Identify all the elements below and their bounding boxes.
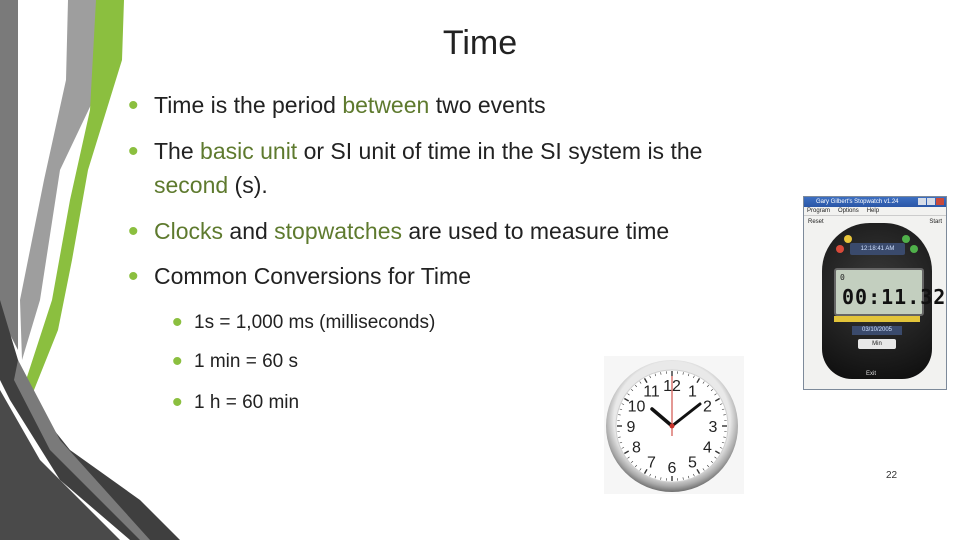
clock-numeral: 9	[626, 419, 636, 436]
stopwatch-exit-label: Exit	[866, 371, 877, 377]
green-led-icon	[902, 235, 910, 243]
yellow-led-icon	[844, 235, 852, 243]
minimize-icon	[918, 198, 926, 205]
stopwatch-date-readout: 03/10/2005	[852, 326, 902, 335]
clock-numeral: 10	[627, 398, 646, 416]
sub-bullet-min: • 1 min = 60 s	[172, 345, 299, 378]
clock-numeral: 8	[632, 439, 641, 457]
bullet-dot: •	[128, 89, 139, 122]
clock-numeral: 4	[703, 439, 712, 457]
bullet-dot: •	[172, 386, 183, 419]
bullet-basic-unit: • The basic unit or SI unit of time in the SI system is the	[128, 135, 703, 168]
sub-bullet-hour: • 1 h = 60 min	[172, 386, 300, 419]
highlight-clocks: Clocks	[154, 218, 224, 244]
highlight-basic-unit: basic unit	[200, 138, 298, 164]
red-led-icon	[836, 245, 844, 253]
bullet-clocks: • Clocks and stopwatches are used to measure time	[128, 215, 670, 248]
bullet-dot: •	[172, 345, 183, 378]
highlight-stopwatches: stopwatches	[274, 218, 403, 244]
clock-numeral: 11	[643, 383, 660, 401]
bullet-time-period: • Time is the period between two events	[128, 89, 546, 122]
stopwatch-start-label: Start	[929, 219, 942, 225]
highlight-between: between	[342, 92, 430, 118]
stopwatch-lcd	[834, 268, 947, 316]
stopwatch-lap-digit: 0	[840, 273, 845, 282]
clock-numeral: 6	[667, 460, 677, 477]
clock-center-pin	[670, 424, 675, 429]
wall-clock-face	[604, 356, 744, 494]
sub-bullet-ms: • 1s = 1,000 ms (milliseconds)	[172, 306, 436, 339]
stopwatch-mode-button: Min	[858, 339, 896, 349]
stopwatch-clock-readout: 12:18:41 AM	[850, 243, 905, 255]
clock-numeral: 2	[703, 398, 712, 416]
stopwatch-menubar: Program Options Help	[804, 207, 946, 216]
stopwatch-image	[803, 196, 947, 390]
clock-numeral: 1	[688, 383, 697, 401]
green-led-icon	[910, 245, 918, 253]
highlight-second: second	[154, 172, 229, 198]
stopwatch-body	[822, 223, 947, 379]
stopwatch-reset-label: Reset	[808, 219, 824, 225]
bullet-dot: •	[128, 135, 139, 168]
bullet-basic-unit-cont: second (s).	[154, 172, 268, 198]
clock-numeral: 5	[688, 454, 697, 472]
clock-numeral: 3	[708, 419, 718, 436]
stopwatch-main-readout: 00:11.32	[842, 285, 947, 309]
bullet-dot: •	[128, 260, 139, 293]
bullet-dot: •	[128, 215, 139, 248]
stopwatch-titlebar: Gary Gilbert's Stopwatch v1.24	[804, 197, 946, 207]
maximize-icon	[927, 198, 935, 205]
clock-numeral: 12	[663, 378, 681, 395]
page-number: 22	[886, 470, 898, 481]
slide-title: Time	[442, 24, 518, 62]
clock-numeral: 7	[647, 454, 656, 472]
stopwatch-yellow-strip	[834, 316, 920, 322]
bullet-dot: •	[172, 306, 183, 339]
wall-clock-image	[604, 356, 744, 494]
bullet-conversions: • Common Conversions for Time	[128, 260, 471, 293]
close-icon	[936, 198, 944, 205]
